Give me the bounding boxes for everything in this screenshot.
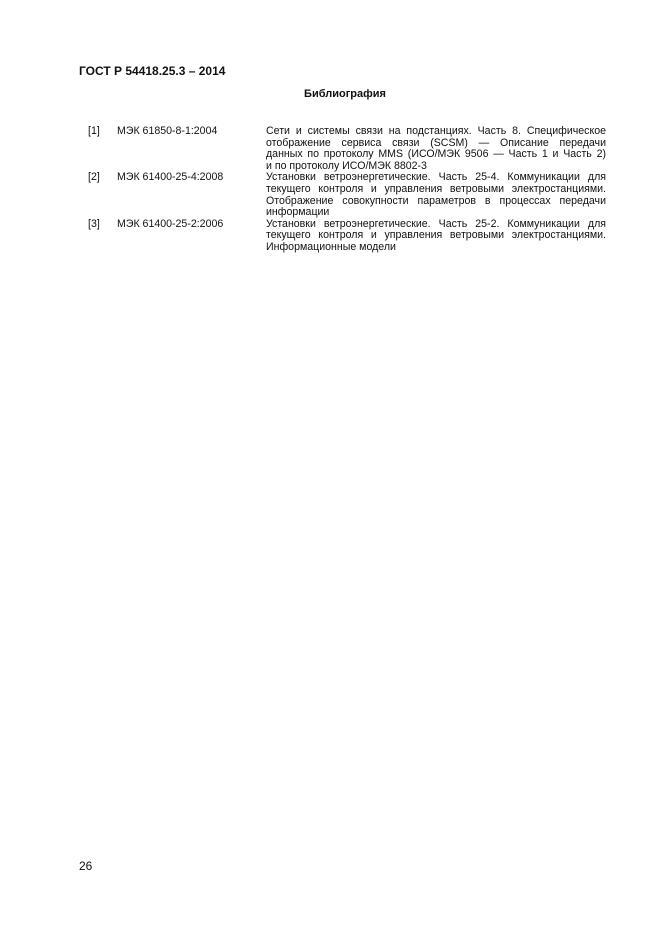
bibliography-entry [88, 219, 608, 254]
entry-code: МЭК 61400-25-2:2006 [117, 217, 224, 230]
entry-number: [3] [88, 217, 100, 230]
entry-line: текущего контроля и управления ветровыми электростанциями. [266, 229, 606, 242]
entry-line: отображение сервиса связи (SCSM) — Описание передачи [266, 136, 606, 149]
entry-line: Информационные модели [266, 240, 396, 253]
entry-line: Установки ветроэнергетические. Часть 25-4. Коммуникации для [266, 171, 606, 184]
entry-code: МЭК 61400-25-4:2008 [117, 171, 224, 184]
entry-line: Отображение совокупности параметров в процессах передачи [266, 194, 606, 207]
entry-line: данных по протоколу MMS (ИСО/МЭК 9506 — Часть 1 и Часть 2) [266, 148, 606, 161]
bibliography-entry [88, 172, 608, 218]
entry-line: Установки ветроэнергетические. Часть 25-2. Коммуникации для [266, 217, 606, 230]
section-title: Библиография [304, 88, 386, 100]
entry-number: [2] [88, 171, 100, 184]
entry-line: и по протоколу ИСО/МЭК 8802-3 [266, 159, 427, 172]
entry-text [266, 172, 606, 218]
entry-line: текущего контроля и управления ветровыми электростанциями. [266, 182, 606, 195]
bibliography-list [88, 126, 608, 254]
bibliography-entry [88, 126, 608, 172]
entry-number: [1] [88, 125, 100, 137]
entry-text [266, 126, 606, 172]
entry-line: информации [266, 206, 330, 219]
page-number: 26 [79, 859, 93, 873]
entry-code: МЭК 61850-8-1:2004 [117, 125, 218, 137]
entry-text [266, 219, 606, 254]
document-header: ГОСТ Р 54418.25.3 – 2014 [79, 64, 226, 78]
entry-line: Сети и системы связи на подстанциях. Часть 8. Специфическое [266, 125, 606, 137]
